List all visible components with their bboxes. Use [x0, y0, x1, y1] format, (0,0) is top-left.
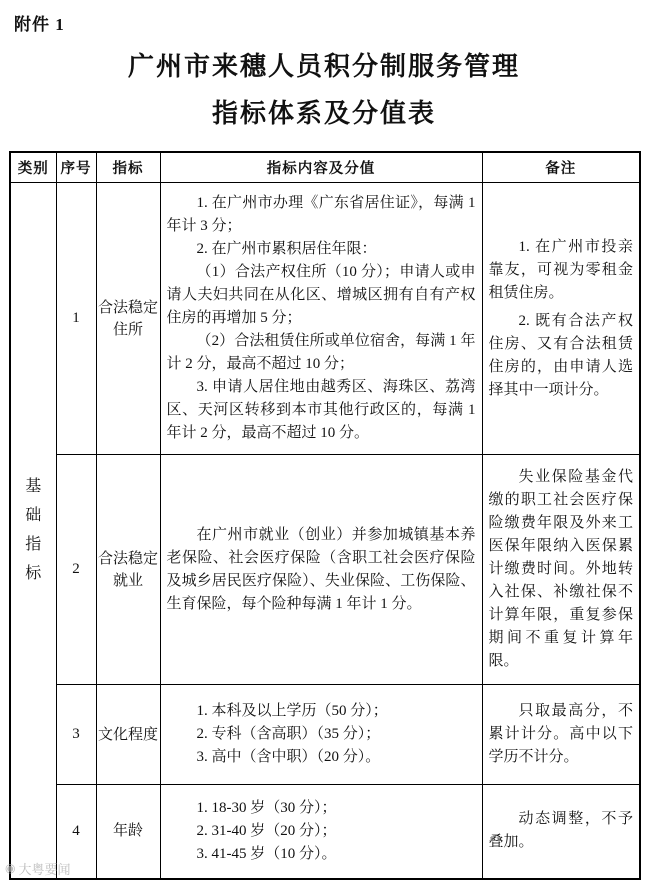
attachment-label: 附件 1 — [14, 15, 65, 34]
content-paragraph: （1）合法产权住所（10 分）；申请人或申请人夫妇共同在从化区、增城区拥有自有产权住房的再增加 5 分； — [166, 264, 476, 326]
content-paragraph: 1. 18-30 岁（30 分）； — [196, 799, 337, 816]
remark-paragraph: 失业保险基金代缴的职工社会医疗保险缴费年限及外来工医保年限纳入医保累计缴费时间。外地转入社保、补缴社保不计算年限，重复参保期间不重复计算年限。 — [488, 469, 633, 669]
remark-paragraph: 动态调整，不予叠加。 — [488, 811, 633, 851]
score-table — [9, 151, 641, 880]
content-paragraph: 2. 在广州市累积居住年限： — [196, 241, 377, 257]
remark-paragraph: 只取最高分，不累计计分。高中以下学历不计分。 — [488, 703, 633, 765]
row-number-cell: 2 — [56, 455, 96, 685]
remark-paragraph: 2. 既有合法产权住房、又有合法租赁住房的，由申请人选择其中一项计分。 — [488, 312, 633, 398]
indicator-label: 住所 — [112, 321, 143, 338]
remark-cell — [482, 455, 640, 685]
content-paragraph: 3. 申请人居住地由越秀区、海珠区、荔湾区、天河区转移到本市其他行政区的，每满 1 年计 2 分，最高不超过 10 分。 — [166, 379, 476, 441]
document-title-line2: 指标体系及分值表 — [211, 99, 436, 128]
remark-cell — [482, 785, 640, 879]
indicator-cell — [96, 183, 160, 455]
indicator-label: 合法稳定 — [97, 550, 158, 567]
content-cell — [160, 183, 482, 455]
content-paragraph: 1. 本科及以上学历（50 分）； — [196, 703, 388, 719]
remark-paragraph: 1. 在广州市投亲靠友，可视为零租金租赁住房。 — [488, 238, 633, 301]
document-title — [9, 43, 639, 137]
content-cell — [160, 685, 482, 785]
category-char: 标 — [25, 564, 42, 582]
row-number-cell: 1 — [56, 183, 96, 455]
table-row — [10, 685, 640, 785]
indicator-cell — [96, 685, 160, 785]
category-char: 基 — [25, 477, 42, 495]
table-header-row — [10, 152, 640, 183]
header-cell-number: 序号 — [56, 152, 96, 183]
content-paragraph: 3. 高中（含中职）（20 分）。 — [196, 749, 381, 765]
document-title-line1: 广州市来穗人员积分制服务管理 — [127, 52, 520, 81]
header-cell-content: 指标内容及分值 — [160, 152, 482, 183]
row-number-cell: 4 — [56, 785, 96, 879]
content-paragraph: 2. 专科（含高职）（35 分）； — [196, 726, 381, 742]
header-cell-remark: 备注 — [482, 152, 640, 183]
header-cell-category: 类别 — [10, 152, 56, 183]
indicator-cell — [96, 785, 160, 879]
watermark-logo-icon: ◉ — [5, 861, 16, 875]
indicator-label: 文化程度 — [97, 726, 158, 743]
remark-cell — [482, 183, 640, 455]
content-paragraph: 3. 41-45 岁（10 分）。 — [196, 845, 337, 862]
content-paragraph: 1. 在广州市办理《广东省居住证》，每满 1 年计 3 分； — [166, 195, 476, 234]
content-paragraph: 在广州市就业（创业）并参加城镇基本养老保险、社会医疗保险（含职工社会医疗保险及城乡居民医疗保险）、失业保险、工伤保险、生育保险，每个险种每满 1 年计 1 分。 — [166, 526, 476, 612]
content-cell — [160, 455, 482, 685]
content-cell — [160, 785, 482, 879]
category-vertical-text — [12, 479, 55, 582]
category-char: 指 — [25, 535, 42, 553]
content-paragraph: （2）合法租赁住所或单位宿舍，每满 1 年计 2 分，最高不超过 10 分； — [166, 333, 476, 372]
category-char: 础 — [25, 506, 42, 524]
table-row — [10, 455, 640, 685]
category-cell — [10, 183, 56, 879]
row-number-cell: 3 — [56, 685, 96, 785]
indicator-cell — [96, 455, 160, 685]
header-cell-indicator: 指标 — [96, 152, 160, 183]
table-row — [10, 785, 640, 879]
indicator-label: 年龄 — [112, 823, 143, 840]
indicator-label: 就业 — [112, 572, 143, 589]
indicator-label: 合法稳定 — [97, 299, 158, 316]
watermark — [5, 859, 71, 878]
content-paragraph: 2. 31-40 岁（20 分）； — [196, 822, 337, 839]
remark-cell — [482, 685, 640, 785]
watermark-text: 大粤要闻 — [18, 861, 71, 877]
table-row — [10, 183, 640, 455]
